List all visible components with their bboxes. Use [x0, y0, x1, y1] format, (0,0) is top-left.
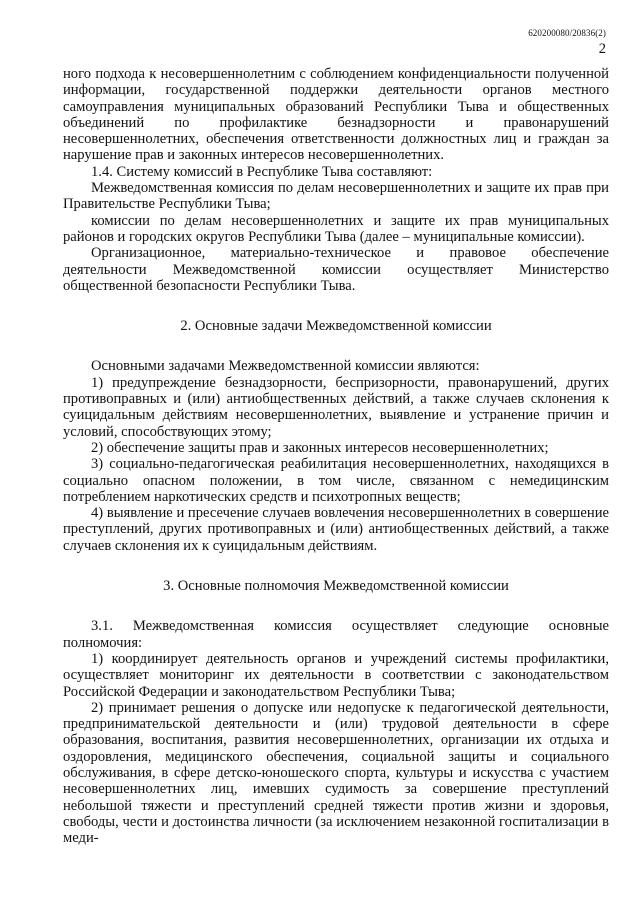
paragraph: 2) обеспечение защиты прав и законных интересов несовершеннолетних; [91, 439, 549, 456]
paragraph: 2) принимает решения о допуске или недопуске к педагогической деятельности, предпринимательской деятельности и (или) трудовой деятельности в сфере образования, воспитания, развития несовершеннолетних, организации их отдыха и оздоровления, медицинского обеспечения, социальной защиты и социального обслуживания, в сфере детско-юношеского спорта, культуры и искусства с участием несовершеннолетних лиц, имевших судимость за совершение преступлений небольшой тяжести и преступлений средней тяжести против жизни и здоровья, свободы, чести и достоинства личности (за исключением незаконной госпитализации в меди- [63, 699, 609, 847]
paragraph: Основными задачами Межведомственной комиссии являются: [91, 358, 480, 375]
document-body [63, 66, 609, 846]
paragraph: Организационное, материально-техническое и правовое обеспечение деятельности Межведомственной комиссии осуществляет Министерство общественной безопасности Республики Тыва. [63, 245, 609, 294]
paragraph: комиссии по делам несовершеннолетних и защите их прав муниципальных районов и городских округов Республики Тыва (далее – муниципальные комиссии). [63, 212, 609, 245]
paragraph: 1) предупреждение безнадзорности, беспризорности, правонарушений, других противоправных и (или) антиобщественных действий, а также случаев склонения к суицидальным действиям несовершеннолетних, выявление и устранение причин и условий, способствующих этому; [63, 374, 609, 440]
paragraph: ного подхода к несовершеннолетним с соблюдением конфиденциальности полученной информации, государственной поддержки деятельности органов местного самоуправления муниципальных образований Республики Тыва и общественных объединений по профилактике безнадзорности и правонарушений несовершеннолетних, обеспечения ответственности должностных лиц и граждан за нарушение прав и законных интересов несовершеннолетних. [63, 66, 609, 164]
page-number: 2 [598, 41, 606, 57]
paragraph: 1.4. Систему комиссий в Республике Тыва составляют: [91, 163, 433, 180]
paragraph: 3) социально-педагогическая реабилитация несовершеннолетних, находящихся в социально опасном положении, в том числе, связанном с немедицинским потреблением наркотических средств и психотропных веществ; [63, 456, 609, 505]
paragraph: 3.1. Межведомственная комиссия осуществляет следующие основные полномочия: [63, 618, 609, 651]
section-heading: 3. Основные полномочия Межведомственной комиссии [163, 578, 509, 595]
paragraph: Межведомственная комиссия по делам несовершеннолетних и защите их прав при Правительстве Республики Тыва; [63, 180, 609, 213]
section-heading: 2. Основные задачи Межведомственной комиссии [180, 318, 492, 335]
paragraph: 1) координирует деятельность органов и учреждений системы профилактики, осуществляет мониторинг их деятельности в соответствии с законодательством Российской Федерации и законодательством Республики Тыва; [63, 650, 609, 700]
document-code: 620200080/20836(2) [528, 28, 606, 38]
paragraph: 4) выявление и пресечение случаев вовлечения несовершеннолетних в совершение преступлений, других противоправных и (или) антиобщественных действий, а также случаев склонения их к суицидальным действиям. [63, 505, 609, 554]
